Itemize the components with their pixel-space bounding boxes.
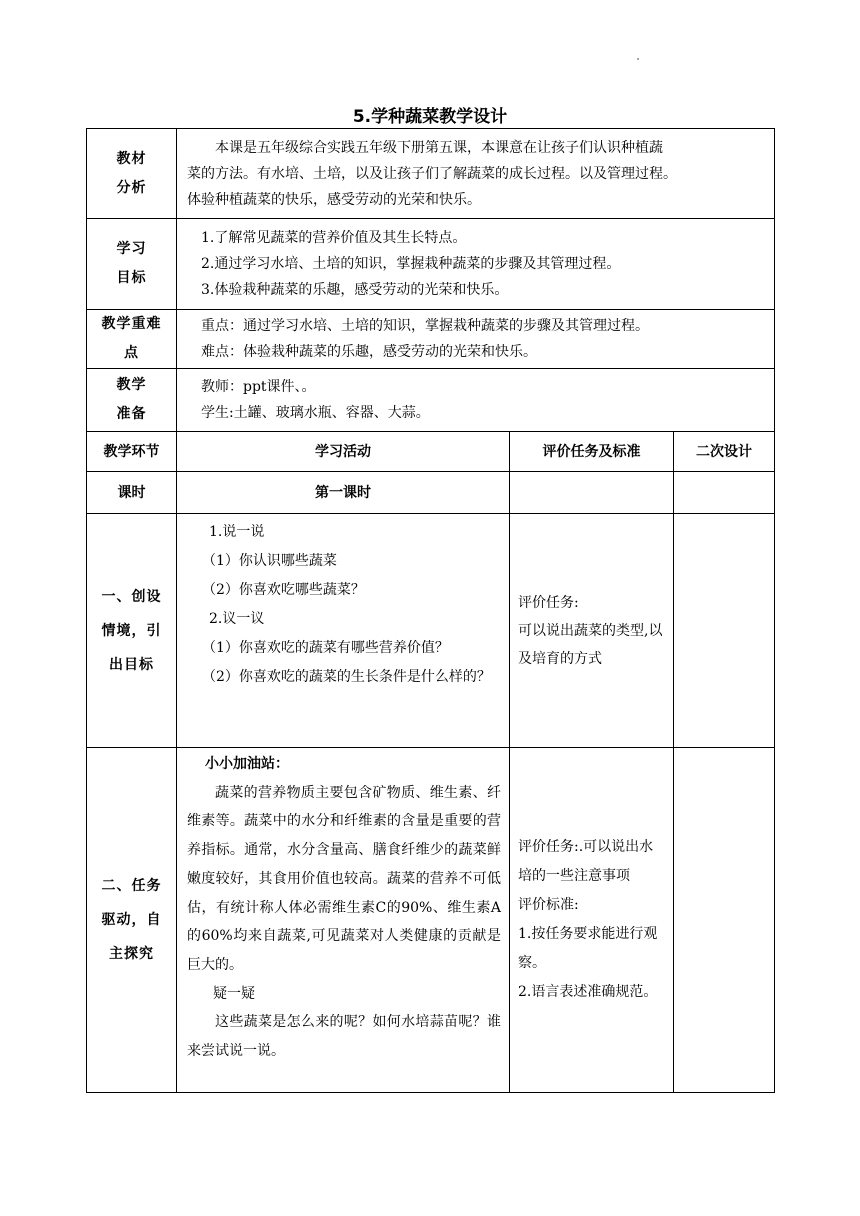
section2-label [87, 748, 177, 1093]
evaluation-line: 评价标准: [518, 897, 579, 913]
evaluation-line: 评价任务: [518, 594, 579, 611]
section2-activity [177, 748, 510, 1093]
section2-label-line: 二、任务 [101, 878, 162, 894]
period-value: 第一课时 [177, 472, 510, 514]
section2-label-line: 驱动，自 [101, 912, 162, 928]
analysis-label [87, 129, 177, 219]
table-header-row [87, 432, 775, 472]
goals-label-line: 学习 [116, 241, 147, 257]
goals-label-line: 目标 [116, 270, 147, 286]
preparation-label-line: 教学 [116, 377, 147, 393]
activity-line: （1）你喜欢吃的蔬菜有哪些营养价值？ [202, 640, 449, 656]
key-points-label-line: 点 [124, 345, 139, 361]
activity-line: （1）你认识哪些蔬菜 [202, 553, 337, 569]
section2-row [87, 748, 775, 1093]
header-evaluation: 评价任务及标准 [510, 432, 674, 472]
period-redesign-cell [674, 472, 775, 514]
section1-row [87, 514, 775, 748]
activity-subheading: 疑一疑 [213, 985, 255, 1002]
section1-label-line: 一、创设 [101, 588, 162, 605]
analysis-row [87, 129, 775, 219]
analysis-line: 菜的方法。有水培、土培，以及让孩子们了解蔬菜的成长过程。以及管理过程。 [187, 165, 677, 182]
period-eval-cell [510, 472, 674, 514]
analysis-label-line: 分析 [116, 179, 147, 196]
activity-heading: 小小加油站： [205, 756, 289, 772]
goal-item: 2.通过学习水培、土培的知识，掌握栽种蔬菜的步骤及其管理过程。 [201, 256, 621, 272]
header-activity: 学习活动 [177, 432, 510, 472]
goals-label [87, 219, 177, 310]
evaluation-line: 1.按任务要求能进行观察。 [518, 926, 658, 971]
evaluation-line: 评价任务:.可以说出水培的一些注意事项 [518, 839, 654, 884]
goals-content [177, 219, 775, 310]
section1-label-line: 出目标 [109, 656, 154, 673]
key-points-row [87, 310, 775, 369]
section2-evaluation [510, 748, 674, 1093]
section1-activity [177, 514, 510, 748]
goals-row [87, 219, 775, 310]
goal-item: 1.了解常见蔬菜的营养价值及其生长特点。 [201, 230, 467, 246]
header-stage: 教学环节 [87, 432, 177, 472]
section1-label-line: 情境，引 [101, 622, 162, 639]
analysis-label-line: 教材 [116, 150, 147, 167]
activity-line: （2）你喜欢吃的蔬菜的生长条件是什么样的？ [202, 669, 491, 685]
key-point-item: 重点：通过学习水培、土培的知识，掌握栽种蔬菜的步骤及其管理过程。 [201, 318, 649, 334]
section2-label-line: 主探究 [109, 946, 154, 962]
period-label: 课时 [87, 472, 177, 514]
section2-redesign-cell [674, 748, 775, 1093]
preparation-item: 教师：ppt课件、。 [201, 379, 316, 395]
activity-line: （2）你喜欢吃哪些蔬菜？ [202, 582, 365, 598]
preparation-content [177, 369, 775, 432]
key-points-label-line: 教学重难 [101, 316, 162, 332]
section1-label [87, 514, 177, 748]
section1-redesign-cell [674, 514, 775, 748]
goal-item: 3.体验栽种蔬菜的乐趣，感受劳动的光荣和快乐。 [201, 282, 509, 298]
activity-line: 2.议一议 [209, 611, 265, 627]
period-row [87, 472, 775, 514]
lesson-plan-table [86, 128, 775, 1093]
preparation-row [87, 369, 775, 432]
preparation-label-line: 准备 [116, 406, 147, 422]
evaluation-line: 2.语言表述准确规范。 [518, 984, 658, 1000]
activity-line: 1.说一说 [209, 524, 265, 540]
analysis-line: 体验种植蔬菜的快乐，感受劳动的光荣和快乐。 [187, 191, 481, 208]
header-redesign: 二次设计 [674, 432, 775, 472]
analysis-content [177, 129, 775, 219]
preparation-item: 学生:土罐、玻璃水瓶、容器、大蒜。 [201, 405, 430, 421]
activity-question: 这些蔬菜是怎么来的呢？如何水培蒜苗呢？谁来尝试说一说。 [187, 1014, 501, 1060]
evaluation-line: 可以说出蔬菜的类型,以及培育的方式 [518, 622, 663, 667]
analysis-line: 本课是五年级综合实践五年级下册第五课，本课意在让孩子们认识种植蔬 [215, 139, 663, 156]
preparation-label [87, 369, 177, 432]
key-points-label [87, 310, 177, 369]
section1-evaluation [510, 514, 674, 748]
page-dot [637, 58, 639, 60]
document-title: 5.学种蔬菜教学设计 [352, 107, 508, 127]
activity-paragraph: 蔬菜的营养物质主要包含矿物质、维生素、纤维素等。蔬菜中的水分和纤维素的含量是重要的营养指标。通常，水分含量高、膳食纤维少的蔬菜鲜嫩度较好，其食用价值也较高。蔬菜的营养不可低估，有统计称人体必需维生素C的90%、维生素A的60%均来自蔬菜,可见蔬菜对人类健康的贡献是巨大的。 [187, 784, 501, 973]
key-point-item: 难点：体验栽种蔬菜的乐趣，感受劳动的光荣和快乐。 [201, 344, 537, 360]
key-points-content [177, 310, 775, 369]
